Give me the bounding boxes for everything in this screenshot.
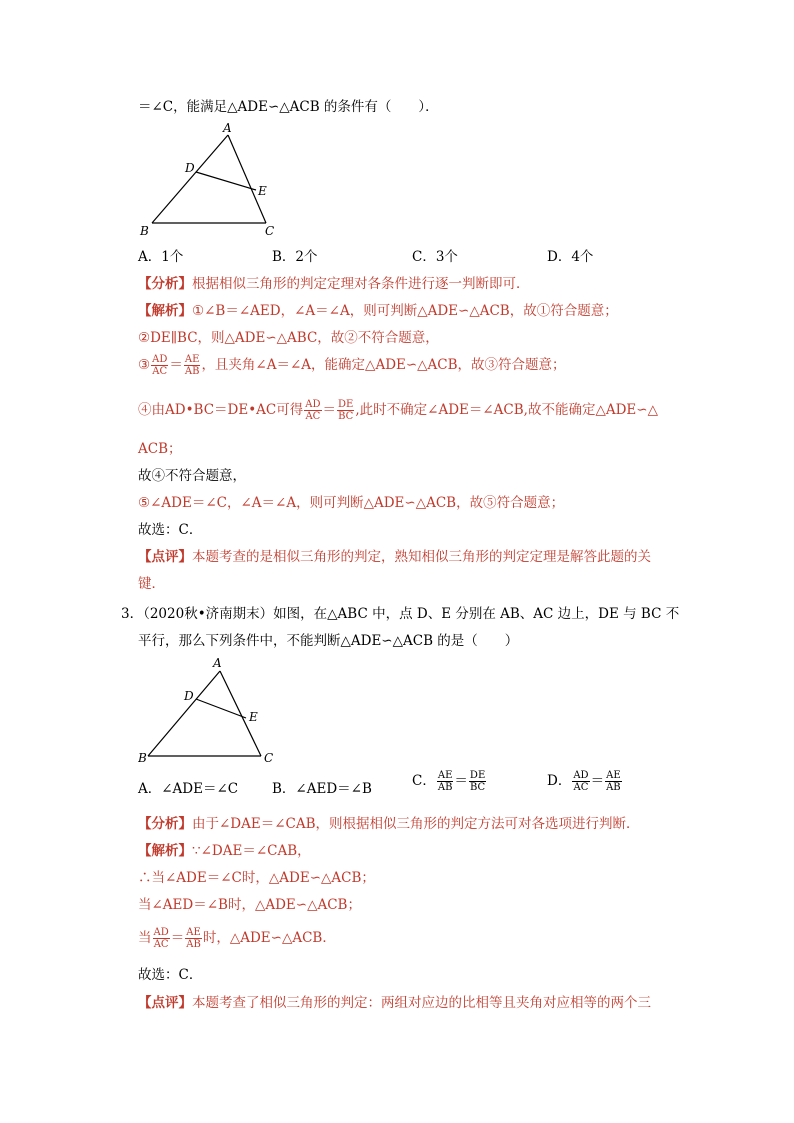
label-d: D <box>185 161 195 175</box>
segment-de <box>196 172 256 190</box>
solution-1-line-3 <box>138 354 566 377</box>
solution-tag: 【解析】 <box>138 843 192 859</box>
line-3-text: ，且夹角∠A＝∠A，能确定△ADE∽△ACB，故③符合题意； <box>201 357 566 373</box>
analysis-text: 由于∠DAE＝∠CAB，则根据相似三角形的判定方法可对各选项进行判断． <box>192 816 640 832</box>
fraction-ae-ab: $\frac{AE}{AB}$ <box>184 354 200 377</box>
label-c: C <box>264 751 274 765</box>
label-a: A <box>223 121 232 135</box>
question-3-line-1: 3．（2020秋•济南期末）如图，在△ABC 中，点 D、E 分别在 AB、AC 边上，DE 与 BC 不 <box>121 606 680 622</box>
label-b: B <box>140 224 149 238</box>
solution-2-line-2: ∴当∠ADE＝∠C时，△ADE∽△ACB； <box>138 870 375 886</box>
option-c-2: C． $\frac{AE}{AB}$ ＝ $\frac{DE}{BC}$ <box>412 770 486 793</box>
question-continuation: ＝∠C，能满足△ADE∽△ACB 的条件有（ ）． <box>138 99 439 115</box>
comment-1 <box>138 548 651 566</box>
option-b-2: B．∠AED＝∠B <box>272 781 372 797</box>
analysis-text: 根据相似三角形的判定定理对各条件进行逐一判断即可． <box>192 276 530 292</box>
fraction-ae-ab: $\frac{AE}{AB}$ <box>437 770 453 793</box>
solution-1-line-1 <box>138 302 618 320</box>
line-4-post: ,此时不确定∠ADE＝∠ACB,故不能确定△ADE∽△ <box>355 402 658 418</box>
option-a-1: A．1个 <box>138 249 184 265</box>
analysis-tag: 【分析】 <box>138 816 192 832</box>
solution-1-answer: 故选：C． <box>138 522 203 538</box>
equals: ＝ <box>322 402 337 418</box>
side-ab <box>152 135 228 223</box>
comment-tag: 【点评】 <box>138 549 192 565</box>
option-d-2: D． $\frac{AD}{AC}$ ＝ $\frac{AE}{AB}$ <box>547 770 621 793</box>
fraction-ad-ac: $\frac{AD}{AC}$ <box>305 399 321 422</box>
fraction-ad-ac: $\frac{AD}{AC}$ <box>573 770 589 793</box>
circled-3: ③ <box>138 357 151 373</box>
solution-2-line-4: 当 $\frac{AD}{AC}$ ＝ $\frac{AE}{AB}$ 时，△ADE∽△ACB． <box>138 927 336 950</box>
option-a-2: A．∠ADE＝∠C <box>138 781 239 797</box>
label-b: B <box>138 751 147 765</box>
solution-1-line-4 <box>138 399 658 422</box>
solution-1-line-2: ②DE∥BC，则△ADE∽△ABC，故②不符合题意， <box>138 330 439 346</box>
label-e: E <box>258 184 267 198</box>
option-d-1: D．4个 <box>547 249 594 265</box>
line-4-pre: ④由AD•BC＝DE•AC可得 <box>138 402 304 418</box>
solution-2-line-1 <box>138 842 311 860</box>
comment-text: 本题考查了相似三角形的判定：两组对应边的比相等且夹角对应相等的两个三 <box>192 995 651 1011</box>
label-a: A <box>213 656 222 670</box>
solution-tag: 【解析】 <box>138 303 192 319</box>
comment-text: 本题考查的是相似三角形的判定，熟知相似三角形的判定定理是解答此题的关 <box>192 549 651 565</box>
analysis-1 <box>138 275 530 293</box>
analysis-2 <box>138 815 640 833</box>
comment-1-line-2: 键． <box>138 576 165 592</box>
fraction-de-bc: $\frac{DE}{BC}$ <box>338 399 354 422</box>
comment-tag: 【点评】 <box>138 995 192 1011</box>
triangle-figure-1 <box>138 118 288 243</box>
side-ac <box>228 135 266 223</box>
fraction-ae-ab: $\frac{AE}{AB}$ <box>186 927 201 950</box>
comment-2 <box>138 994 651 1012</box>
option-b-1: B．2个 <box>272 249 318 265</box>
solution-text: ∵∠DAE＝∠CAB， <box>192 843 311 859</box>
fraction-ae-ab: $\frac{AE}{AB}$ <box>606 770 621 793</box>
triangle-figure-2 <box>138 655 288 770</box>
question-3-line-2: 平行，那么下列条件中，不能判断△ADE∽△ACB 的是（ ） <box>138 633 519 649</box>
solution-2-answer: 故选：C． <box>138 967 203 983</box>
solution-1-line-5: ⑤∠ADE＝∠C，∠A＝∠A，则可判断△ADE∽△ACB，故⑤符合题意； <box>138 495 565 511</box>
equals: ＝ <box>169 357 183 373</box>
fraction-de-bc: $\frac{DE}{BC}$ <box>469 770 486 793</box>
solution-1-line-4b: ACB； <box>138 441 182 457</box>
analysis-tag: 【分析】 <box>138 276 192 292</box>
option-c-1: C．3个 <box>412 249 458 265</box>
solution-2-line-3: 当∠AED＝∠B时，△ADE∽△ACB； <box>138 897 361 913</box>
side-ab <box>148 671 220 756</box>
fraction-ad-ac: $\frac{AD}{AC}$ <box>152 354 168 377</box>
solution-1-line-4c: 故④不符合题意， <box>138 468 246 484</box>
label-c: C <box>265 224 275 238</box>
label-e: E <box>249 710 258 724</box>
fraction-ad-ac: $\frac{AD}{AC}$ <box>153 927 169 950</box>
label-d: D <box>184 689 194 703</box>
solution-text: ①∠B＝∠AED，∠A＝∠A，则可判断△ADE∽△ACB，故①符合题意； <box>192 303 618 319</box>
